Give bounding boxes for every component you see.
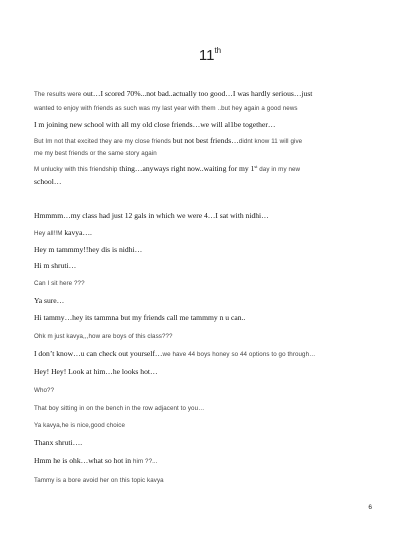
text-segment: school…: [34, 177, 62, 186]
text-segment: Hmmmm…my class had just 12 gals in which we were 4…I sat with nidhi…: [34, 211, 269, 220]
text-line: [34, 469, 386, 487]
text-line: [34, 272, 386, 290]
page-number: 6: [368, 504, 372, 511]
text-line: [34, 397, 386, 415]
text-line: [34, 361, 386, 379]
text-segment: I m joining new school with all my old close friends…we will al1be together…: [34, 120, 276, 129]
text-segment: kavya….: [64, 228, 92, 237]
text-segment: M unlucky with this friendship: [34, 166, 120, 173]
text-segment: Hey! Hey! Look at him…he looks hot…: [34, 367, 158, 376]
text-line: [34, 307, 386, 325]
text-line: [34, 414, 386, 432]
text-segment: Tammy is a bore avoid her on this topic kavya: [34, 477, 164, 484]
text-line: [34, 432, 386, 450]
text-line: [34, 325, 386, 343]
text-line: [34, 97, 386, 115]
text-segment: him ??...: [132, 458, 158, 465]
text-segment: Ya sure…: [34, 296, 65, 305]
text-segment: didnt know 11 will give: [238, 138, 303, 145]
text-segment: we have 44 boys honey so 44 options to go through…: [162, 351, 316, 358]
text-segment: Hey all!!M: [34, 230, 65, 237]
text-segment: Hey m tammmy!!hey dis is nidhi…: [34, 245, 143, 254]
text-segment: But Im not that excited they are my close friends: [34, 138, 173, 145]
text-segment: The results were: [34, 91, 84, 98]
text-segment: thing…anyways right now..waiting for my 1: [119, 164, 255, 173]
text-segment: Hi m shruti…: [34, 261, 77, 270]
text-line: [34, 205, 386, 223]
text-segment: day in my new: [257, 166, 301, 173]
text-segment: st: [254, 164, 258, 169]
text-segment: I don’t know…u can check out yourself…: [34, 349, 163, 358]
text-line: [34, 450, 386, 468]
chapter-title-suffix: th: [214, 46, 222, 55]
text-segment: Ohk m just kavya,,,how are boys of this class???: [34, 333, 173, 340]
chapter-title-number: 11: [198, 47, 215, 64]
text-segment: Hmm he is ohk…what so hot in: [34, 456, 133, 465]
text-segment: but not best friends…: [172, 136, 239, 145]
text-segment: wanted to enjoy with friends as such was my last year with them ..but hey again a good news: [34, 105, 298, 112]
text-line: [34, 222, 386, 240]
text-segment: Can I sit here ???: [34, 280, 85, 287]
text-segment: out…I scored 70%...not bad..actually too good…I was hardly serious…just: [83, 89, 313, 98]
text-line: [34, 290, 386, 308]
text-line: [34, 171, 386, 189]
text-segment: Ya kavya,he is nice,good choice: [34, 422, 126, 429]
text-segment: Thanx shruti….: [34, 438, 83, 447]
text-segment: That boy sitting in on the bench in the row adjacent to you…: [34, 405, 205, 412]
text-line: [34, 379, 386, 397]
text-segment: Who??: [34, 387, 55, 394]
text-line: [34, 343, 386, 361]
text-segment: Hi tammy…hey its tammna but my friends call me tammmy n u can..: [34, 313, 246, 322]
text-line: [34, 255, 386, 273]
text-segment: me my best friends or the same story again: [34, 150, 157, 157]
chapter-title: [0, 46, 420, 64]
